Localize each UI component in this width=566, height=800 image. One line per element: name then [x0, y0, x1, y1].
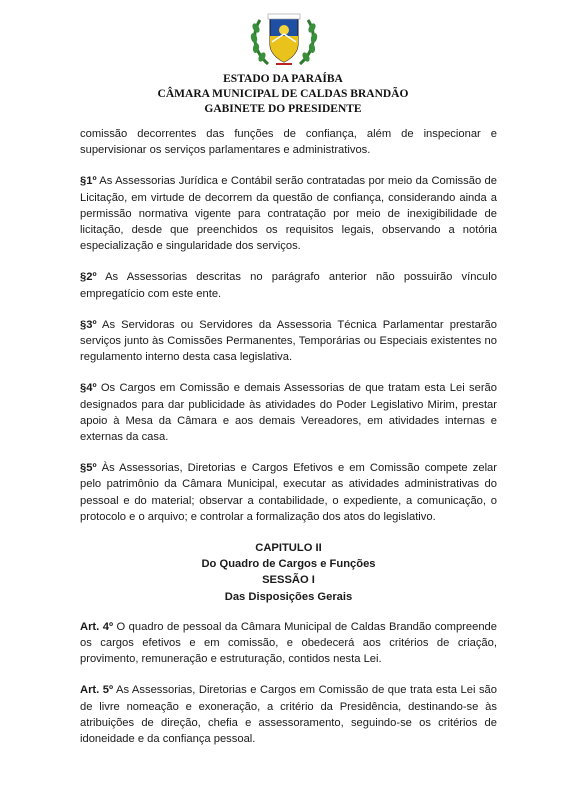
paragraph-label: §2º: [80, 271, 97, 284]
paragraph-2: §2º As Assessorias descritas no parágrafo anterior não possuirão vínculo empregatício com este ente.: [80, 271, 497, 300]
article-label: Art. 4º: [80, 620, 114, 633]
header-office: GABINETE DO PRESIDENTE: [204, 103, 362, 115]
paragraph-3: §3º As Servidoras ou Servidores da Assessoria Técnica Parlamentar prestarão serviços junto às Comissões Permanentes, Temporárias ou Especiais existentes no regulamento interno desta casa legislativa.: [80, 318, 497, 364]
paragraph-continuation: comissão decorrentes das funções de confiança, além de inspecionar e supervisionar os serviços parlamentares e administrativos.: [80, 128, 497, 157]
document-header: [0, 72, 566, 117]
paragraph-label: §4º: [80, 382, 97, 395]
paragraph-label: §3º: [80, 318, 97, 331]
paragraph-4: §4º Os Cargos em Comissão e demais Assessorias de que tratam esta Lei serão designados para dar publicidade às atividades do Poder Legislativo Mirim, prestar apoio à Mesa da Câmara e aos demais Vereadores, em atividades internas e externas da casa.: [80, 382, 497, 444]
coat-of-arms-icon: [246, 10, 322, 70]
header-state: ESTADO DA PARAÍBA: [223, 73, 343, 85]
paragraph-label: §1º: [80, 175, 97, 188]
section-title: Das Disposições Gerais: [224, 590, 353, 603]
section-number: SESSÃO I: [262, 574, 315, 587]
document-body: [80, 126, 497, 762]
paragraph-label: §5º: [80, 462, 97, 475]
article-5: Art. 5º As Assessorias, Diretorias e Cargos em Comissão de que trata esta Lei são de livre nomeação e exoneração, a critério da Presidência, destinando-se às atribuições de direção, chefia e assessoramento, seguindo-se os critérios de idoneidade e da confiança pessoal.: [80, 684, 498, 746]
chapter-number: CAPITULO II: [255, 542, 322, 555]
paragraph-5: §5º Às Assessorias, Diretorias e Cargos Efetivos e em Comissão compete zelar pelo patrimônio da Câmara Municipal, executar as atividades administrativas do pessoal e do material; observar a contabilidade, o expediente, a comunicação, o protocolo e o arquivo; e controlar a formalização dos atos do legislativo.: [80, 462, 497, 523]
paragraph-1: §1º As Assessorias Jurídica e Contábil serão contratadas por meio da Comissão de Licitação, em virtude de decorrem da questão de confiança, considerando ainda a permissão normativa vigente para contratação por meio de inexigibilidade de licitação, desde que preenchidos os requisitos legais, observando a notória especialização e singularidade dos serviços.: [80, 175, 497, 253]
chapter-title: Do Quadro de Cargos e Funções: [201, 558, 376, 571]
header-chamber: CÂMARA MUNICIPAL DE CALDAS BRANDÃO: [157, 88, 409, 100]
article-label: Art. 5º: [80, 684, 114, 697]
article-4: Art. 4º O quadro de pessoal da Câmara Municipal de Caldas Brandão compreende os cargos efetivos e em comissão, e obedecerá aos critérios de criação, provimento, remuneração e estruturação, contidos nesta Lei.: [80, 620, 497, 666]
chapter-heading: [80, 540, 497, 605]
